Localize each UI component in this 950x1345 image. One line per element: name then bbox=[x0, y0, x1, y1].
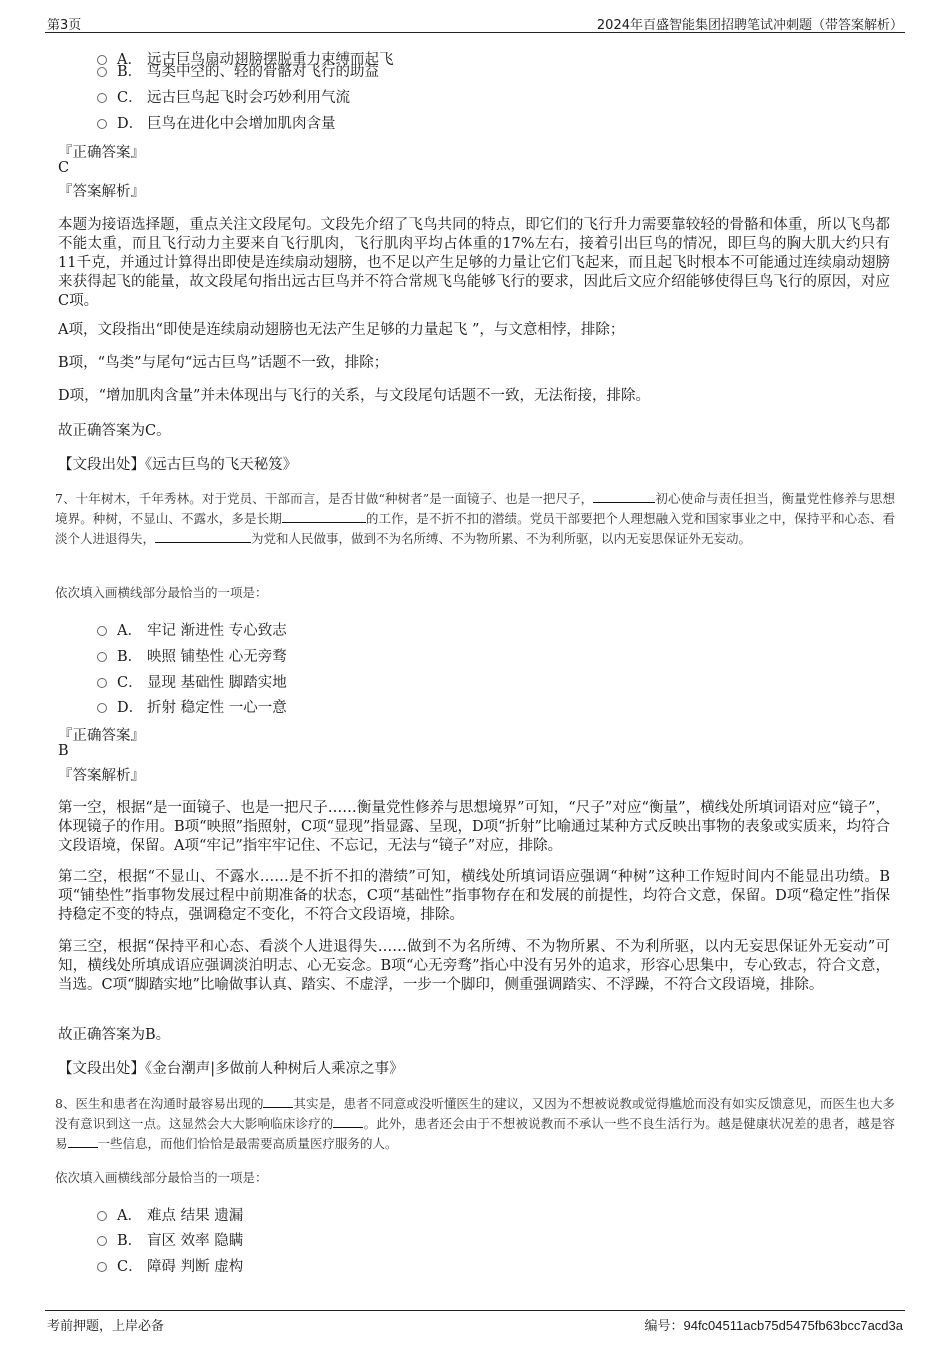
question-7-stem: 7、十年树木，千年秀林。对于党员、干部而言，是否甘做“种树者”是一面镜子、也是一把尺子， 初心使命与责任担当，衡量党性修养与思想境界。种树，不显山、不露水，多是长期 的工作，是不折不扣的潜绩。党员干部要把个人理想融入党和国家事业之中，保持平和心态、看淡个人进退得失， 为党和人民做事，做到不为名所缚、不为物所累、不为利所驱，以内无妄思保证外无妄动。 bbox=[55, 491, 895, 546]
analysis-label: 『答案解析』 bbox=[58, 184, 145, 200]
fill-blank[interactable] bbox=[333, 1115, 363, 1128]
source: 【文段出处】《金台潮声|多做前人种树后人乘凉之事》 bbox=[58, 1061, 404, 1077]
analysis-paragraph: D项，“增加肌肉含量”并未体现出与飞行的关系，与文段尾句话题不一致，无法衔接，排除。 bbox=[58, 388, 650, 404]
analysis-paragraph: 本题为接语选择题，重点关注文段尾句。文段先介绍了飞鸟共同的特点，即它们的飞行升力需要靠较轻的骨骼和体重，所以飞鸟都不能太重，而且飞行动力主要来自飞行肌肉，飞行肌肉平均占体重的17%左右，接着引出巨鸟的情况，即巨鸟的胸大肌大约只有11千克，并通过计算得出即使是连续扇动翅膀，也不足以产生足够的力量让它们飞起来，而且起飞时根本不可能通过连续扇动翅膀来获得起飞的能量，故文段尾句指出远古巨鸟并不符合常规飞鸟能够飞行的要求，因此后文应介绍能够使得巨鸟飞行的原因，对应C项。 bbox=[58, 217, 890, 309]
answer-label: 『正确答案』 bbox=[58, 728, 145, 744]
page-footer bbox=[45, 1310, 905, 1334]
analysis-paragraph: 第二空，根据“不显山、不露水……是不折不扣的潜绩”可知，横线处所填词语应强调“种树”这种工作短时间内不能显出功绩。B项“铺垫性”指事物发展过程中前期准备的状态，C项“基础性”指事物存在和发展的前提性，均符合文意，保留。D项“稳定性”指保持稳定不变的特点，强调稳定不变化，不符合文段语境，排除。 bbox=[58, 869, 890, 923]
q7-option-a[interactable]: A． 牢记 渐进性 专心致志 bbox=[97, 619, 287, 639]
radio-icon[interactable] bbox=[97, 626, 107, 636]
source: 【文段出处】《远古巨鸟的飞天秘笈》 bbox=[58, 457, 298, 473]
radio-icon[interactable] bbox=[97, 1262, 107, 1272]
conclusion: 故正确答案为C。 bbox=[58, 423, 171, 439]
conclusion: 故正确答案为B。 bbox=[58, 1027, 171, 1043]
fill-blank[interactable] bbox=[263, 1095, 293, 1108]
document-title: 2024年百盛智能集团招聘笔试冲刺题（带答案解析） bbox=[596, 18, 903, 33]
question-8-stem: 8、医生和患者在沟通时最容易出现的 其实是，患者不同意或没听懂医生的建议，又因为不想被说教或觉得尴尬而没有如实反馈意见，而医生也大多没有意识到这一点。这显然会大大影响临床诊疗的 。此外，患者还会由于不想被说教而不承认一些不良生活行为。越是健康状况差的患者，越是容易 一些信息，而他们恰恰是最需要高质量医疗服务的人。 bbox=[55, 1096, 895, 1151]
fill-blank[interactable] bbox=[68, 1135, 98, 1148]
q8-option-c[interactable]: C． 障碍 判断 虚构 bbox=[97, 1255, 243, 1275]
radio-icon[interactable] bbox=[97, 652, 107, 662]
analysis-paragraph: 第三空，根据“保持平和心态、看淡个人进退得失……做到不为名所缚、不为物所累、不为利所驱，以内无妄思保证外无妄动”可知，横线处所填成语应强调淡泊明志、心无妄念。B项“心无旁骛”指心中没有另外的追求，形容心思集中，专心致志，符合文意，当选。C项“脚踏实地”比喻做事认真、踏实、不虚浮，一步一个脚印，侧重强调踏实、不浮躁，不符合文段语境，排除。 bbox=[58, 939, 890, 993]
answer-label: 『正确答案』 bbox=[58, 145, 145, 161]
radio-icon[interactable] bbox=[97, 93, 107, 103]
analysis-label: 『答案解析』 bbox=[58, 768, 145, 784]
document-code: 编号：94fc04511acb75d5475fb63bcc7acd3a bbox=[644, 1318, 903, 1334]
q7-option-b[interactable]: B． 映照 铺垫性 心无旁骛 bbox=[97, 645, 287, 665]
fill-blank[interactable] bbox=[282, 510, 366, 523]
page-number: 第3页 bbox=[47, 18, 82, 33]
analysis-paragraph: B项，“鸟类”与尾句“远古巨鸟”话题不一致，排除； bbox=[58, 355, 389, 371]
q6-option-d[interactable]: D． 巨鸟在进化中会增加肌肉含量 bbox=[97, 112, 336, 132]
radio-icon[interactable] bbox=[97, 703, 107, 713]
question-prompt: 依次填入画横线部分最恰当的一项是： bbox=[55, 585, 268, 600]
radio-icon[interactable] bbox=[97, 1211, 107, 1221]
fill-blank[interactable] bbox=[155, 530, 251, 543]
analysis-paragraph: A项，文段指出“即使是连续扇动翅膀也无法产生足够的力量起飞 ”，与文意相悖，排除； bbox=[58, 322, 625, 338]
radio-icon[interactable] bbox=[97, 1236, 107, 1246]
q8-option-b[interactable]: B． 盲区 效率 隐瞒 bbox=[97, 1229, 243, 1249]
q8-option-a[interactable]: A． 难点 结果 遗漏 bbox=[97, 1204, 243, 1224]
answer-value: C bbox=[58, 160, 70, 176]
radio-icon[interactable] bbox=[97, 119, 107, 129]
question-prompt: 依次填入画横线部分最恰当的一项是： bbox=[55, 1170, 268, 1185]
radio-icon[interactable] bbox=[97, 67, 107, 77]
analysis-paragraph: 第一空，根据“是一面镜子、也是一把尺子……衡量党性修养与思想境界”可知，“尺子”对应“衡量”，横线处所填词语对应“镜子”，体现镜子的作用。B项“映照”指照射，C项“显现”指显露、呈现，D项“折射”比喻通过某种方式反映出事物的表象或实质来，均符合文段语境，保留。A项“牢记”指牢牢记住、不忘记，无法与“镜子”对应，排除。 bbox=[58, 800, 890, 854]
q6-option-b[interactable]: B． 鸟类中空的、轻的骨骼对飞行的助益 bbox=[97, 60, 379, 80]
q7-option-c[interactable]: C． 显现 基础性 脚踏实地 bbox=[97, 671, 287, 691]
q7-option-d[interactable]: D． 折射 稳定性 一心一意 bbox=[97, 696, 287, 716]
radio-icon[interactable] bbox=[97, 678, 107, 688]
footer-slogan: 考前押题，上岸必备 bbox=[47, 1319, 165, 1334]
answer-value: B bbox=[58, 743, 69, 759]
page-header bbox=[45, 14, 905, 33]
fill-blank[interactable] bbox=[593, 490, 655, 503]
q6-option-c[interactable]: C． 远古巨鸟起飞时会巧妙利用气流 bbox=[97, 86, 350, 106]
q6-option-a[interactable]: A． 远古巨鸟扇动翅膀摆脱重力束缚而起飞 bbox=[97, 48, 394, 68]
